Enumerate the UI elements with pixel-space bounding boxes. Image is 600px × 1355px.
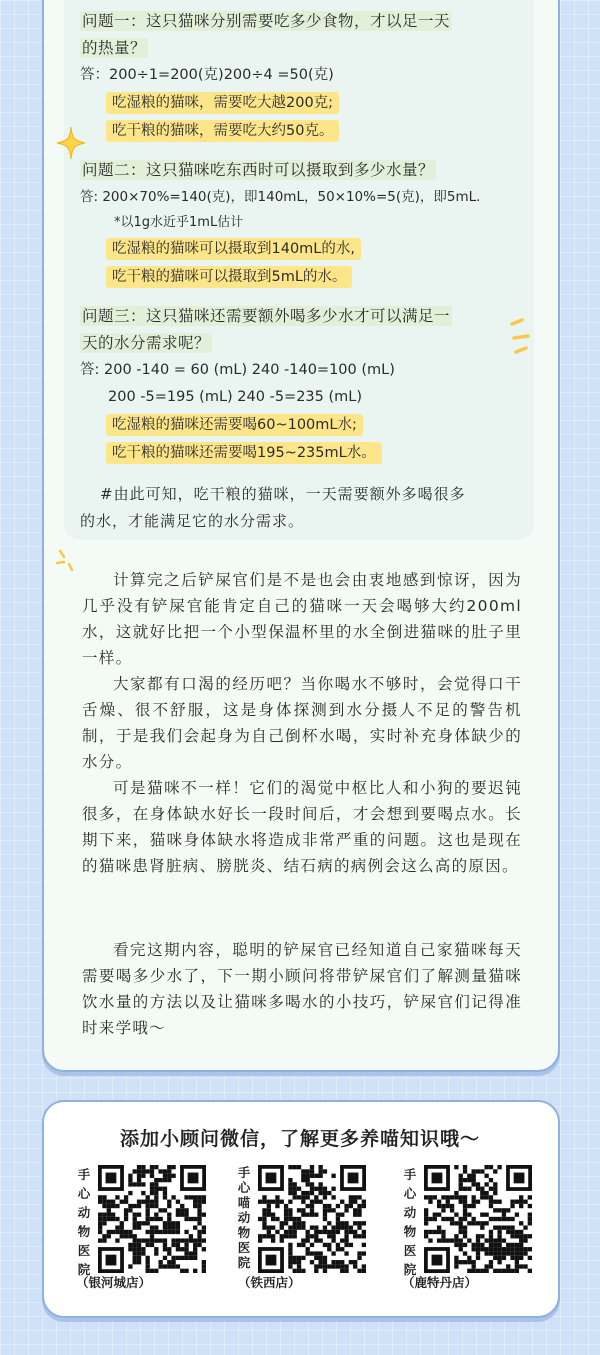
qr-code[interactable]	[424, 1165, 532, 1273]
answer-3-wet: 吃湿粮的猫咪还需要喝60~100mL水;	[106, 414, 363, 436]
question-3-line2: 天的水分需求呢？	[82, 334, 211, 352]
article-paragraph-4: 看完这期内容，聪明的铲屎官已经知道自己家猫咪每天需要喝多少水了，下一期小顾问将带铲屎官们了解测量猫咪饮水量的方法以及让猫咪多喝水的小技巧，铲屎官们记得准时来学哦～	[82, 941, 522, 1037]
store-vertical-label: 手 心 喵 动 物 医 院	[237, 1165, 251, 1270]
sparkle-icon	[56, 126, 86, 160]
store-name: （银河城店）	[76, 1275, 152, 1290]
answer-1: 答：200÷1=200(克)200÷4 =50(克)	[80, 67, 334, 83]
conclusion-block	[80, 481, 520, 535]
question-1-line2: 的热量？	[82, 39, 147, 57]
contact-title: 添加小顾问微信，了解更多养喵知识哦～	[119, 1128, 480, 1150]
conclusion-line2: 的水，才能满足它的水分需求。	[80, 512, 305, 530]
store-vertical-label: 手 心 动 物 医 院	[77, 1167, 91, 1277]
question-3-block	[80, 303, 520, 467]
qr-code[interactable]	[98, 1165, 206, 1273]
conclusion-line1: #由此可知，吃干粮的猫咪，一天需要额外多喝很多	[100, 485, 466, 503]
article-paragraph-2: 大家都有口渴的经历吧？当你喝水不够时，会觉得口干舌燥、很不舒服，这是身体探测到水分摄人不足的警告机制，于是我们会起身为自己倒杯水喝，实时补充身体缺少的水分。	[82, 675, 522, 771]
answer-3-dry: 吃干粮的猫咪还需要喝195~235mL水。	[106, 442, 382, 464]
answer-2-dry: 吃干粮的猫咪可以摄取到5mL的水。	[106, 266, 352, 288]
question-1-line1: 问题一：这只猫咪分别需要吃多少食物，才以足一天	[82, 12, 451, 30]
store-name: （铁西店）	[238, 1275, 301, 1290]
answer-1-wet: 吃湿粮的猫咪，需要吃大越200克;	[106, 92, 339, 114]
qr-code[interactable]	[258, 1165, 366, 1273]
article-paragraph-1: 计算完之后铲屎官们是不是也会由衷地感到惊讶，因为几乎没有铲屎官能肯定自己的猫咪一天会喝够大约200ml水，这就好比把一个小型保温杯里的水全倒进猫咪的肚子里一样。	[82, 571, 522, 667]
answer-3-line2: 200 -5=195 (mL) 240 -5=235 (mL)	[108, 389, 362, 405]
sparkle-icon	[508, 318, 534, 358]
store-name: （鹿特丹店）	[402, 1275, 478, 1290]
answer-2: 答: 200×70%=140(克)，即140mL，50×10%=5(克)，即5mL.	[80, 189, 481, 205]
question-1-block	[80, 8, 520, 145]
store-vertical-label: 手 心 动 物 医 院	[403, 1167, 417, 1277]
answer-1-dry: 吃干粮的猫咪，需要吃大约50克。	[106, 120, 339, 142]
answer-3-line1: 答: 200 -140 = 60 (mL) 240 -140=100 (mL)	[80, 362, 395, 378]
question-2-block	[80, 157, 520, 291]
answer-2-wet: 吃湿粮的猫咪可以摄取到140mL的水,	[106, 238, 361, 260]
question-2-line1: 问题二：这只猫咪吃东西时可以摄取到多少水量？	[82, 161, 435, 179]
question-3-line1: 问题三：这只猫咪还需要额外喝多少水才可以满足一	[82, 307, 451, 325]
article-paragraph-3: 可是猫咪不一样！它们的渴觉中枢比人和小狗的要迟钝很多，在身体缺水好长一段时间后，才会想到要喝点水。长期下来，猫咪身体缺水将造成非常严重的问题。这也是现在的猫咪患肾脏病、膀胱炎、结石病的病例会这么高的原因。	[82, 779, 522, 875]
answer-2-note: *以1g水近乎1mL估计	[114, 215, 244, 230]
sparkle-icon	[54, 548, 84, 574]
